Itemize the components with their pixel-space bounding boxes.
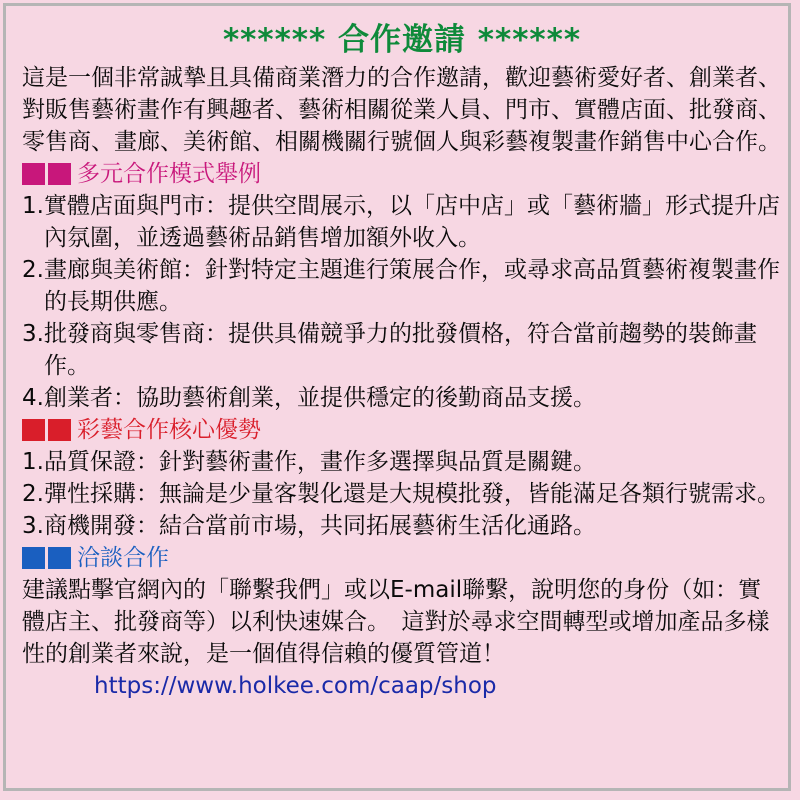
shop-link[interactable]: https://www.holkee.com/caap/shop — [94, 673, 497, 699]
square-bullets-icon — [22, 547, 71, 569]
contact-text: 建議點擊官網內的「聯繫我們」或以E-mail聯繫，說明您的身份（如：實體店主、批發商等）以利快速媒合。 這對於尋求空間轉型或增加產品多樣性的創業者來說，是一個值得信賴的優質管道！ — [22, 577, 770, 667]
list-item — [22, 318, 782, 382]
item-text: 品質保證：針對藝術畫作，畫作多選擇與品質是關鍵。 — [43, 449, 596, 475]
section-heading-text: 彩藝合作核心優勢 — [77, 417, 261, 443]
list-item — [22, 478, 782, 510]
section-heading-text: 多元合作模式舉例 — [77, 161, 261, 187]
item-number: 2. — [22, 481, 44, 507]
item-text: 畫廊與美術館：針對特定主題進行策展合作，或尋求高品質藝術複製畫作的長期供應。 — [43, 257, 780, 315]
item-text: 批發商與零售商：提供具備競爭力的批發價格，符合當前趨勢的裝飾畫作。 — [43, 321, 757, 379]
item-number: 1. — [22, 449, 44, 475]
intro-paragraph: 這是一個非常誠摯且具備商業潛力的合作邀請，歡迎藝術愛好者、創業者、對販售藝術畫作有興趣者、藝術相關從業人員、門市、實體店面、批發商、零售商、畫廊、美術館、相關機關行號個人與彩藝複製畫作銷售中心合作。 — [22, 65, 781, 155]
contact-paragraph — [22, 574, 782, 702]
item-text: 實體店面與門市：提供空間展示，以「店中店」或「藝術牆」形式提升店內氛圍，並透過藝術品銷售增加額外收入。 — [43, 193, 780, 251]
list-item — [22, 510, 782, 542]
item-text: 彈性採購：無論是少量客製化還是大規模批發，皆能滿足各類行號需求。 — [43, 481, 780, 507]
section-heading-negotiation — [22, 542, 782, 574]
page-title: ****** 合作邀請 ****** — [222, 22, 582, 58]
list-item — [22, 254, 782, 318]
item-text: 創業者：協助藝術創業，並提供穩定的後勤商品支援。 — [43, 385, 596, 411]
flyer-content — [22, 20, 782, 702]
square-bullets-icon — [22, 419, 71, 441]
section-heading-text: 洽談合作 — [77, 545, 169, 571]
section-heading-cooperation-modes — [22, 158, 782, 190]
list-item — [22, 382, 782, 414]
list-item — [22, 190, 782, 254]
item-number: 3. — [22, 321, 44, 347]
item-number: 3. — [22, 513, 44, 539]
item-number: 4. — [22, 385, 44, 411]
list-item — [22, 446, 782, 478]
section-heading-core-advantages — [22, 414, 782, 446]
item-text: 商機開發：結合當前市場，共同拓展藝術生活化通路。 — [43, 513, 596, 539]
item-number: 1. — [22, 193, 44, 219]
item-number: 2. — [22, 257, 44, 283]
square-bullets-icon — [22, 163, 71, 185]
